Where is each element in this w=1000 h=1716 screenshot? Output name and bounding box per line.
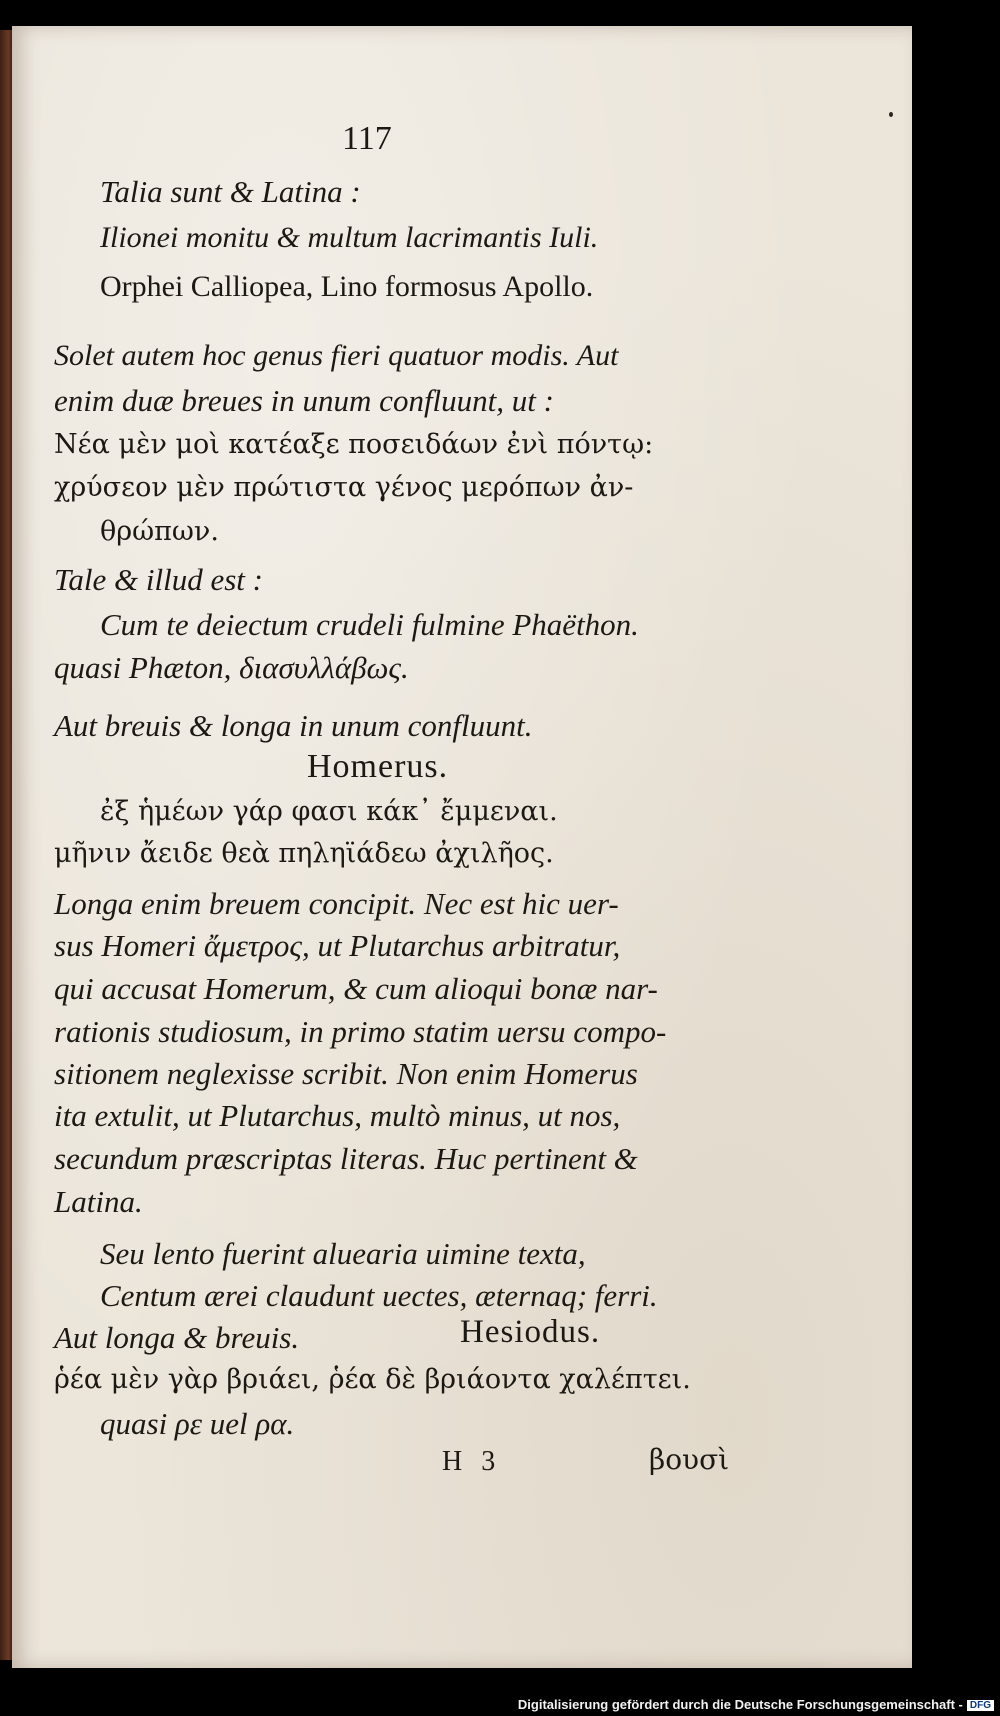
catchword: βουσὶ (649, 1443, 730, 1476)
text-line: sus Homeri ἄμετρος, ut Plutarchus arbitratur, (54, 928, 621, 963)
digitization-footer (518, 1697, 994, 1712)
text-line: enim duæ breues in unum confluunt, ut : (54, 383, 554, 418)
text-line: Solet autem hoc genus fieri quatuor modis. Aut (54, 339, 619, 372)
dfg-logo: DFG (967, 1700, 994, 1711)
page-number: 117 (342, 120, 392, 157)
text-line: Latina. (54, 1184, 143, 1219)
book-page (12, 26, 912, 1668)
greek-line: Νέα μὲν μοὶ κατέαξε ποσειδάων ἐνὶ πόντῳ: (54, 429, 654, 460)
greek-line: ἐξ ἡμέων γάρ φασι κάκ᾽ ἔμμεναι. (100, 796, 558, 827)
text-line: quasi ρε uel ρα. (100, 1406, 295, 1441)
text-line: Seu lento fuerint aluearia uimine texta, (100, 1236, 586, 1271)
text-line: ita extulit, ut Plutarchus, multò minus, ut nos, (54, 1098, 621, 1133)
greek-line: μῆνιν ἄειδε θεὰ πηληϊάδεω ἀχιλῆος. (54, 838, 554, 869)
greek-line: χρύσεον μὲν πρώτιστα γένος μερόπων ἀν- (54, 472, 634, 503)
text-line: qui accusat Homerum, & cum alioqui bonæ nar- (54, 971, 658, 1006)
section-heading: Hesiodus. (460, 1314, 601, 1350)
page-speck (889, 112, 893, 117)
section-heading: Homerus. (307, 748, 449, 785)
text-line: Talia sunt & Latina : (100, 174, 361, 209)
signature-mark: H 3 (442, 1446, 502, 1477)
greek-line: θρώπων. (100, 516, 219, 547)
text-line: secundum præscriptas literas. Huc pertinent & (54, 1141, 638, 1176)
text-line: quasi Phæton, διασυλλάβως. (54, 650, 409, 685)
text-line: Ilionei monitu & multum lacrimantis Iuli. (100, 221, 599, 254)
text-line: sitionem neglexisse scribit. Non enim Homerus (54, 1056, 638, 1091)
text-line: Centum ærei claudunt uectes, æternaq; ferri. (100, 1278, 658, 1313)
text-line: Orphei Calliopea, Lino formosus Apollo. (100, 270, 594, 303)
text-line: Aut longa & breuis. (54, 1320, 300, 1355)
text-line: Longa enim breuem concipit. Nec est hic uer- (54, 886, 619, 921)
text-line: rationis studiosum, in primo statim uersu compo- (54, 1014, 667, 1049)
text-line: Aut breuis & longa in unum confluunt. (54, 708, 533, 743)
text-line: Tale & illud est : (54, 562, 263, 597)
footer-text: Digitalisierung gefördert durch die Deutsche Forschungsgemeinschaft - (517, 1697, 963, 1712)
greek-line: ῥέα μὲν γὰρ βριάει, ῥέα δὲ βριάοντα χαλέπτει. (54, 1364, 691, 1395)
text-line: Cum te deiectum crudeli fulmine Phaëthon. (100, 607, 639, 642)
